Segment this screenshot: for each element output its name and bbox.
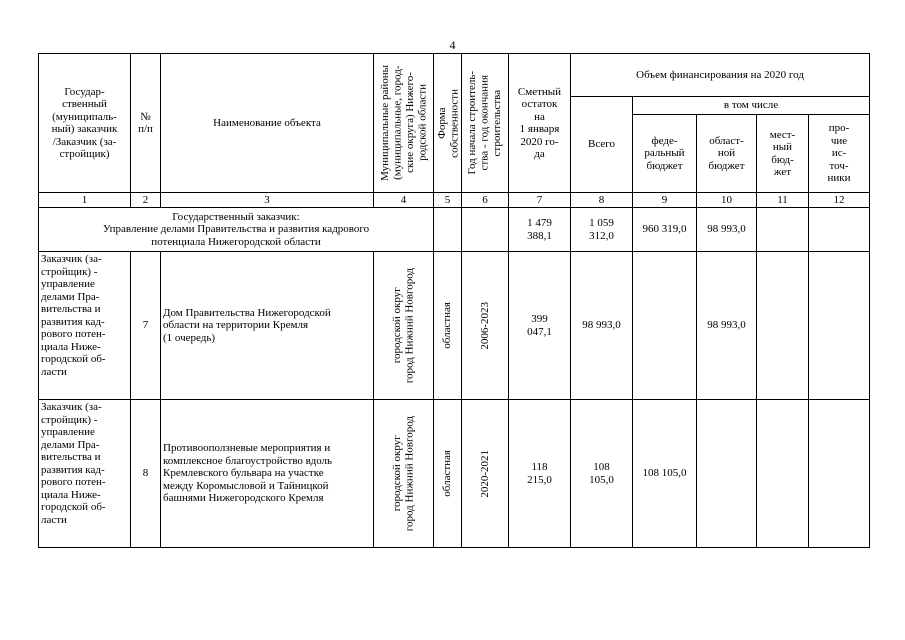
header-estimate: Сметный остаток на 1 января 2020 го- да (509, 54, 571, 193)
row-customer: Заказчик (за- стройщик) - управление делами Пра- вительства и развития кад- рового потен- циала Ниже- городской об- ласти (39, 252, 131, 400)
summary-total: 1 059 312,0 (571, 208, 633, 252)
row-other (809, 400, 870, 548)
row-regional: 98 993,0 (697, 252, 757, 400)
col-number: 3 (161, 193, 374, 208)
row-number: 8 (131, 400, 161, 548)
col-number: 9 (633, 193, 697, 208)
header-district-text: Муниципальные районы (муниципальные, город- ские округа) Нижего- родской области (378, 65, 428, 181)
header-years-text: Год начала строитель- ства - год окончания строительства (466, 71, 504, 175)
col-number: 6 (462, 193, 509, 208)
summary-federal: 960 319,0 (633, 208, 697, 252)
row-regional (697, 400, 757, 548)
row-total: 98 993,0 (571, 252, 633, 400)
header-federal: феде- ральный бюджет (633, 115, 697, 193)
page-number: 4 (449, 38, 456, 52)
row-ownership (434, 252, 462, 400)
summary-estimate: 1 479 388,1 (509, 208, 571, 252)
row-years-text: 2020-2021 (478, 449, 491, 498)
row-district-text: городской округ город Нижний Новгород (391, 267, 416, 384)
col-number: 1 (39, 193, 131, 208)
row-estimate: 399 047,1 (509, 252, 571, 400)
row-years (462, 400, 509, 548)
row-ownership (434, 400, 462, 548)
summary-label: Государственный заказчик: Управление делами Правительства и развития кадрового потенциала Нижегородской области (39, 208, 434, 252)
table-row (39, 252, 870, 400)
row-federal (633, 252, 697, 400)
column-number-row (39, 193, 870, 208)
row-years (462, 252, 509, 400)
header-number: № п/п (131, 54, 161, 193)
row-district (374, 252, 434, 400)
header-other: про- чие ис- точ- ники (809, 115, 870, 193)
row-local (757, 252, 809, 400)
col-number: 7 (509, 193, 571, 208)
col-number: 4 (374, 193, 434, 208)
summary-local (757, 208, 809, 252)
col-number: 11 (757, 193, 809, 208)
col-number: 12 (809, 193, 870, 208)
header-total: Всего (571, 97, 633, 193)
header-district (374, 54, 434, 193)
summary-regional: 98 993,0 (697, 208, 757, 252)
col-number: 2 (131, 193, 161, 208)
row-district (374, 400, 434, 548)
row-number: 7 (131, 252, 161, 400)
header-financing-group: Объем финансирования на 2020 год (571, 54, 870, 97)
financing-table (38, 53, 870, 548)
row-estimate: 118 215,0 (509, 400, 571, 548)
header-ownership (434, 54, 462, 193)
row-years-text: 2006-2023 (478, 301, 491, 350)
table-row (39, 400, 870, 548)
header-ownership-text: Форма собственности (436, 88, 461, 158)
col-number: 8 (571, 193, 633, 208)
header-local: мест- ный бюд- жет (757, 115, 809, 193)
header-including: в том числе (633, 97, 870, 115)
header-years (462, 54, 509, 193)
row-other (809, 252, 870, 400)
summary-row (39, 208, 870, 252)
col-number: 5 (434, 193, 462, 208)
header-object-name: Наименование объекта (161, 54, 374, 193)
header-regional: област- ной бюджет (697, 115, 757, 193)
row-object-name: Дом Правительства Нижегородской области на территории Кремля (1 очередь) (161, 252, 374, 400)
header-customer: Государ- ственный (муниципаль- ный) заказчик /Заказчик (за- стройщик) (39, 54, 131, 193)
summary-other (809, 208, 870, 252)
row-object-name: Противооползневые мероприятия и комплексное благоустройство вдоль Кремлевского бульвара на участке между Коромысловой и Тайницкой башнями Нижегородского Кремля (161, 400, 374, 548)
header-row-1 (39, 54, 870, 97)
row-ownership-text: областная (441, 302, 454, 349)
row-local (757, 400, 809, 548)
col-number: 10 (697, 193, 757, 208)
summary-years (462, 208, 509, 252)
row-district-text: городской округ город Нижний Новгород (391, 415, 416, 532)
summary-ownership (434, 208, 462, 252)
row-ownership-text: областная (441, 450, 454, 497)
row-total: 108 105,0 (571, 400, 633, 548)
row-federal: 108 105,0 (633, 400, 697, 548)
row-customer: Заказчик (за- стройщик) - управление делами Пра- вительства и развития кад- рового потен- циала Ниже- городской об- ласти (39, 400, 131, 548)
